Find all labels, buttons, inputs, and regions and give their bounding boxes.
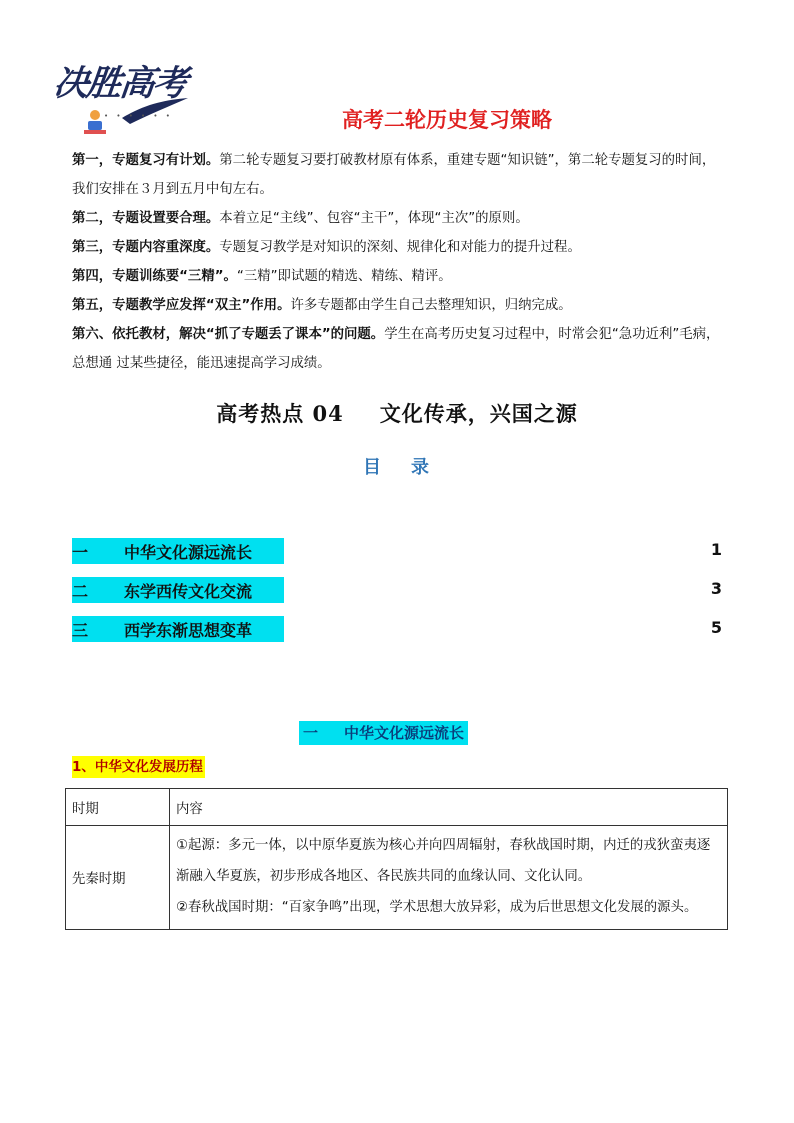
hot-topic-label: 高考热点 04: [216, 401, 344, 426]
table-row: [66, 826, 728, 930]
intro-paragraph-5: 第五，专题教学应发挥“双主”作用。许多专题都由学生自己去整理知识，归纳完成。: [72, 298, 572, 313]
toc-page-number: 3: [710, 579, 722, 598]
toc-number: 一: [72, 543, 89, 562]
toc-number: 二: [72, 582, 89, 601]
intro-paragraph-6: 第六、依托教材，解决“抓了专题丢了课本”的问题。学生在高考历史复习过程中，时常会犯“急功近利”毛病，总想通 过某些捷径，能迅速提高学习成绩。: [72, 327, 720, 371]
toc-text: 中华文化源远流长: [124, 543, 253, 562]
table-cell-content: [170, 826, 728, 930]
intro-paragraph-4: 第四，专题训练要“三精”。“三精”即试题的精选、精练、精评。: [72, 269, 452, 284]
content-item-1: ①起源：多元一体，以中原华夏族为核心并向四周辐射，春秋战国时期，内迁的戎狄蛮夷逐渐融入华夏族，初步形成各地区、各民族共同的血缘认同、文化认同。: [176, 838, 711, 884]
toc-title: 目 录: [363, 457, 431, 478]
toc-page-number: 5: [710, 618, 722, 637]
intro-paragraph-2: 第二，专题设置要合理。本着立足“主线”、包容“主干”，体现“主次”的原则。: [72, 211, 529, 226]
toc-text: 东学西传文化交流: [124, 582, 253, 601]
table-header-row: [66, 789, 728, 826]
logo-dots: • • • • • •: [104, 112, 173, 120]
toc-number: 三: [72, 621, 89, 640]
content-item-2: ②春秋战国时期：“百家争鸣”出现，学术思想大放异彩，成为后世思想文化发展的源头。: [176, 900, 698, 915]
logo-text: 决胜高考: [51, 63, 188, 104]
table-header-period: 时期: [66, 789, 170, 826]
period-table: [65, 788, 728, 930]
intro-paragraph-1: 第一，专题复习有计划。第二轮专题复习要打破教材原有体系，重建专题“知识链”，第二轮专题复习的时间，我们安排在３月到五月中旬左右。: [72, 153, 716, 197]
toc-item-1[interactable]: [72, 538, 722, 564]
toc-page-number: 1: [710, 540, 722, 559]
toc-item-2[interactable]: [72, 577, 722, 603]
subsection-heading: 1、中华文化发展历程: [72, 756, 205, 778]
hot-topic-name: 文化传承，兴国之源: [379, 401, 578, 426]
table-header-content: 内容: [170, 789, 728, 826]
document-title: 高考二轮历史复习策略: [342, 108, 552, 132]
table-cell-period: 先秦时期: [66, 826, 170, 930]
hot-topic-title: [0, 398, 794, 428]
section-heading: 一 中华文化源远流长: [299, 721, 468, 745]
intro-paragraph-3: 第三，专题内容重深度。专题复习教学是对知识的深刻、规律化和对能力的提升过程。: [72, 240, 581, 255]
toc-text: 西学东渐思想变革: [124, 621, 253, 640]
toc-item-3[interactable]: [72, 616, 722, 642]
